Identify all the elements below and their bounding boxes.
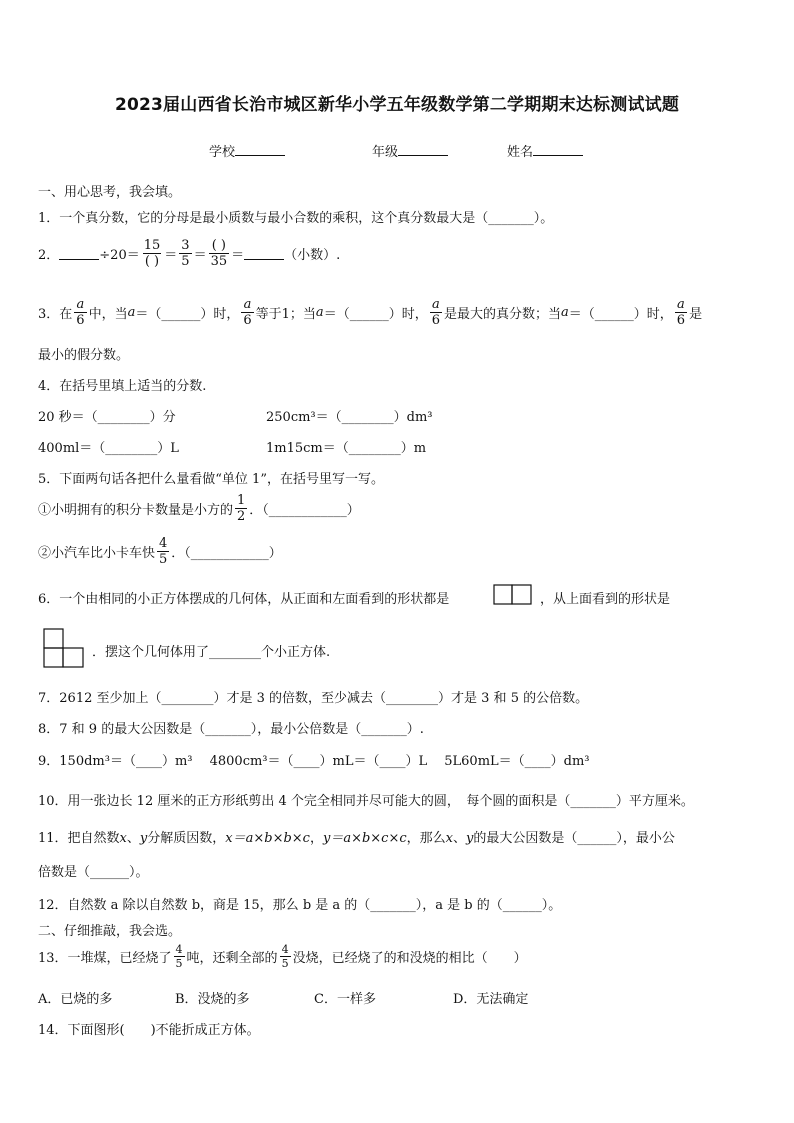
question-4: 4．在括号里填上适当的分数. <box>38 379 207 394</box>
question-7: 7．2612 至少加上（________）才是 3 的倍数，至少减去（________）才是 3 和 5 的公倍数。 <box>38 691 589 706</box>
grade-field <box>372 141 448 160</box>
q2-fraction-2: $\frac{3}{5}$ <box>181 238 190 269</box>
grade-blank[interactable] <box>398 143 448 156</box>
q4-row1-right: 250cm³＝（________）dm³ <box>266 410 433 425</box>
question-11: 11．把自然数x、y分解质因数，x＝a×b×b×c，y＝a×b×c×c，那么x、y的最大公因数是（______），最小公 <box>38 831 675 846</box>
option-c[interactable]: C．一样多 <box>314 992 376 1007</box>
top-view-shape <box>43 628 85 668</box>
q2-division: ÷20＝ <box>99 248 140 263</box>
q3-fraction-3: $\frac{a}{6}$ <box>431 297 440 328</box>
q2-tail: （小数）. <box>284 248 341 263</box>
q3-fraction-2: $\frac{a}{6}$ <box>243 297 252 328</box>
name-label: 姓名 <box>507 145 534 160</box>
q2-blank-1[interactable] <box>59 247 99 260</box>
q4-row1-left: 20 秒＝（________）分 <box>38 410 176 425</box>
question-11-line-2: 倍数是（______）。 <box>38 865 149 880</box>
q4-row2-right: 1m15cm＝（________）m <box>266 441 427 456</box>
question-2: 2． ÷20＝ $\frac{15}{( )}$ ＝ $\frac{3}{5}$ ＝ $\frac{( )}{35}$ ＝ （小数）. <box>38 238 341 269</box>
name-field <box>507 141 583 160</box>
question-8: 8．7 和 9 的最大公因数是（_______），最小公倍数是（_______）. <box>38 722 424 737</box>
question-6: 6．一个由相同的小正方体摆成的几何体，从正面和左面看到的形状都是 <box>38 592 450 607</box>
section-2-heading: 二、仔细推敲，我会选。 <box>38 924 182 939</box>
q5-fraction-1: $\frac{1}{2}$ <box>237 493 246 524</box>
question-14: 14．下面图形( )不能折成正方体。 <box>38 1023 260 1038</box>
question-1: 1．一个真分数，它的分母是最小质数与最小合数的乘积，这个真分数最大是（_______）。 <box>38 211 554 226</box>
q5-sentence-1: ①小明拥有的积分卡数量是小方的 $\frac{1}{2}$ ．（____________） <box>38 493 360 524</box>
question-12: 12．自然数 a 除以自然数 b，商是 15，那么 b 是 a 的（_______），a 是 b 的（______）。 <box>38 898 562 913</box>
q5-sentence-2: ②小汽车比小卡车快 $\frac{4}{5}$ ．（____________） <box>38 536 282 567</box>
section-1-heading: 一、用心思考，我会填。 <box>38 185 182 200</box>
school-label: 学校 <box>209 145 236 160</box>
page-title: 2023届山西省长治市城区新华小学五年级数学第二学期期末达标测试试题 <box>114 95 680 115</box>
option-a[interactable]: A．已烧的多 <box>38 992 113 1007</box>
q2-fraction-1: $\frac{15}{( )}$ <box>143 238 161 269</box>
q4-row2-left: 400ml＝（________）L <box>38 441 179 456</box>
q2-blank-2[interactable] <box>244 247 284 260</box>
front-view-shape <box>493 584 533 606</box>
question-3-line-2: 最小的假分数。 <box>38 348 130 363</box>
grade-label: 年级 <box>372 145 399 160</box>
option-b[interactable]: B．没烧的多 <box>175 992 250 1007</box>
q2-fraction-3: $\frac{( )}{35}$ <box>210 238 228 269</box>
question-6-part-2: ，从上面看到的形状是 <box>540 592 671 607</box>
question-3: 3．在 $\frac{a}{6}$ 中，当 a ＝（______）时， $\frac{a}{6}$ 等于1；当 a ＝（______）时， $\frac{a}{6}$ 是最大的真分数；当 a ＝（______）时， $\frac{a}{6}$ 是 <box>38 297 703 328</box>
question-6-part-3: ．摆这个几何体用了________个小正方体. <box>92 645 331 660</box>
q3-fraction-4: $\frac{a}{6}$ <box>676 297 686 328</box>
question-2-number: 2． <box>38 248 60 263</box>
question-9: 9．150dm³＝（____）m³ 4800cm³＝（____）mL＝（____）L 5L60mL＝（____）dm³ <box>38 754 590 769</box>
question-5: 5．下面两句话各把什么量看做“单位 1”，在括号里写一写。 <box>38 472 384 487</box>
question-10: 10．用一张边长 12 厘米的正方形纸剪出 4 个完全相同并尽可能大的圆， 每个圆的面积是（_______）平方厘米。 <box>38 794 694 809</box>
question-13: 13．一堆煤，已经烧了 $\frac{4}{5}$ 吨，还剩全部的 $\frac{4}{5}$ 没烧，已经烧了的和没烧的相比（ ） <box>38 943 527 970</box>
q3-fraction-1: $\frac{a}{6}$ <box>76 297 85 328</box>
option-d[interactable]: D．无法确定 <box>453 992 529 1007</box>
q13-fraction-1: $\frac{4}{5}$ <box>175 943 183 970</box>
q5-fraction-2: $\frac{4}{5}$ <box>159 536 168 567</box>
school-blank[interactable] <box>235 143 285 156</box>
school-field <box>209 141 285 160</box>
q13-fraction-2: $\frac{4}{5}$ <box>281 943 289 970</box>
name-blank[interactable] <box>533 143 583 156</box>
